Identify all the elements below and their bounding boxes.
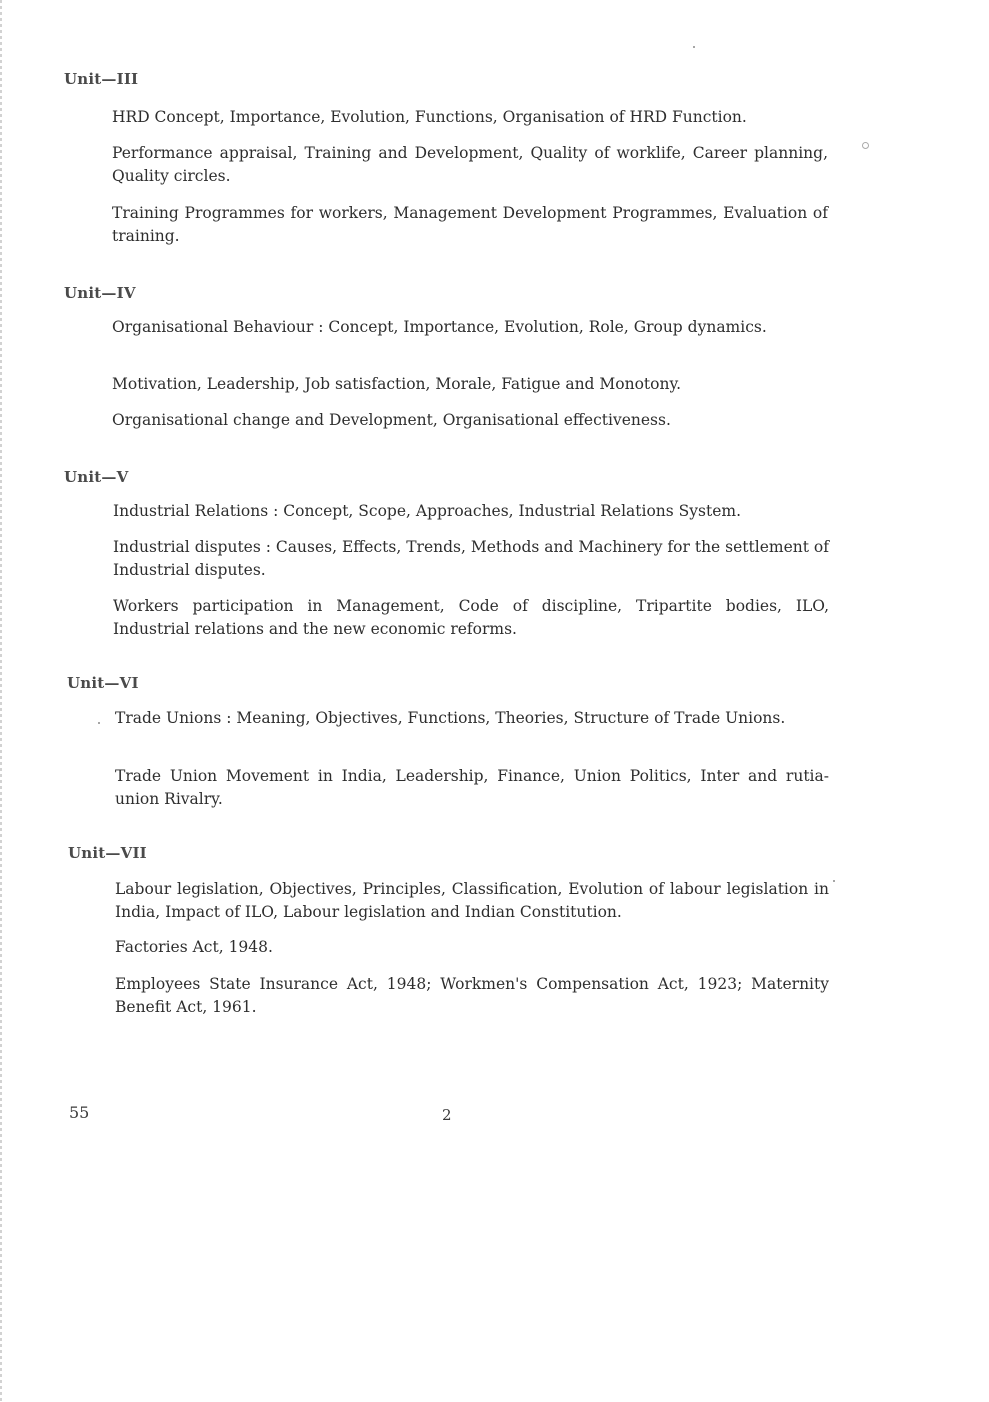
- scan-edge-artifact: [0, 0, 2, 1402]
- unit-6-heading: Unit—VI: [67, 674, 139, 692]
- unit-5-paragraph-2: Industrial disputes : Causes, Effects, Trends, Methods and Machinery for the settlement of Industrial disputes.: [113, 538, 829, 579]
- unit-5-paragraph-1: Industrial Relations : Concept, Scope, Approaches, Industrial Relations System.: [113, 502, 741, 520]
- scan-speck: [833, 880, 835, 882]
- unit-3-paragraph-3: Training Programmes for workers, Management Development Programmes, Evaluation of training.: [112, 204, 828, 245]
- unit-7-paragraph-3: Employees State Insurance Act, 1948; Workmen's Compensation Act, 1923; Maternity Benefit Act, 1961.: [115, 975, 829, 1016]
- unit-7-paragraph-2: Factories Act, 1948.: [115, 938, 273, 956]
- unit-3-paragraph-1: HRD Concept, Importance, Evolution, Functions, Organisation of HRD Function.: [112, 108, 747, 126]
- page-number-center: 2: [442, 1106, 452, 1124]
- scan-speck: [693, 46, 695, 48]
- scan-speck: [862, 142, 869, 149]
- unit-5-heading: Unit—V: [64, 468, 129, 486]
- unit-4-paragraph-2: Motivation, Leadership, Job satisfaction, Morale, Fatigue and Monotony.: [112, 375, 682, 393]
- scan-speck: [98, 722, 100, 724]
- unit-6-paragraph-1: Trade Unions : Meaning, Objectives, Functions, Theories, Structure of Trade Unions.: [115, 709, 786, 727]
- unit-3-heading: Unit—III: [64, 70, 139, 88]
- unit-7-heading: Unit—VII: [68, 844, 147, 862]
- unit-5-paragraph-3: Workers participation in Management, Code of discipline, Tripartite bodies, ILO, Industrial relations and the new economic reforms.: [113, 597, 829, 638]
- page-number-left: 55: [69, 1103, 90, 1122]
- unit-4-heading: Unit—IV: [64, 284, 136, 302]
- unit-7-paragraph-1: Labour legislation, Objectives, Principles, Classification, Evolution of labour legislation in India, Impact of ILO, Labour legislation and Indian Constitution.: [115, 880, 829, 921]
- unit-4-paragraph-3: Organisational change and Development, Organisational effectiveness.: [112, 411, 671, 429]
- unit-6-paragraph-2: Trade Union Movement in India, Leadership, Finance, Union Politics, Inter and rutia-union Rivalry.: [115, 767, 829, 808]
- unit-3-paragraph-2: Performance appraisal, Training and Development, Quality of worklife, Career planning, Quality circles.: [112, 144, 828, 185]
- unit-4-paragraph-1: Organisational Behaviour : Concept, Importance, Evolution, Role, Group dynamics.: [112, 318, 767, 336]
